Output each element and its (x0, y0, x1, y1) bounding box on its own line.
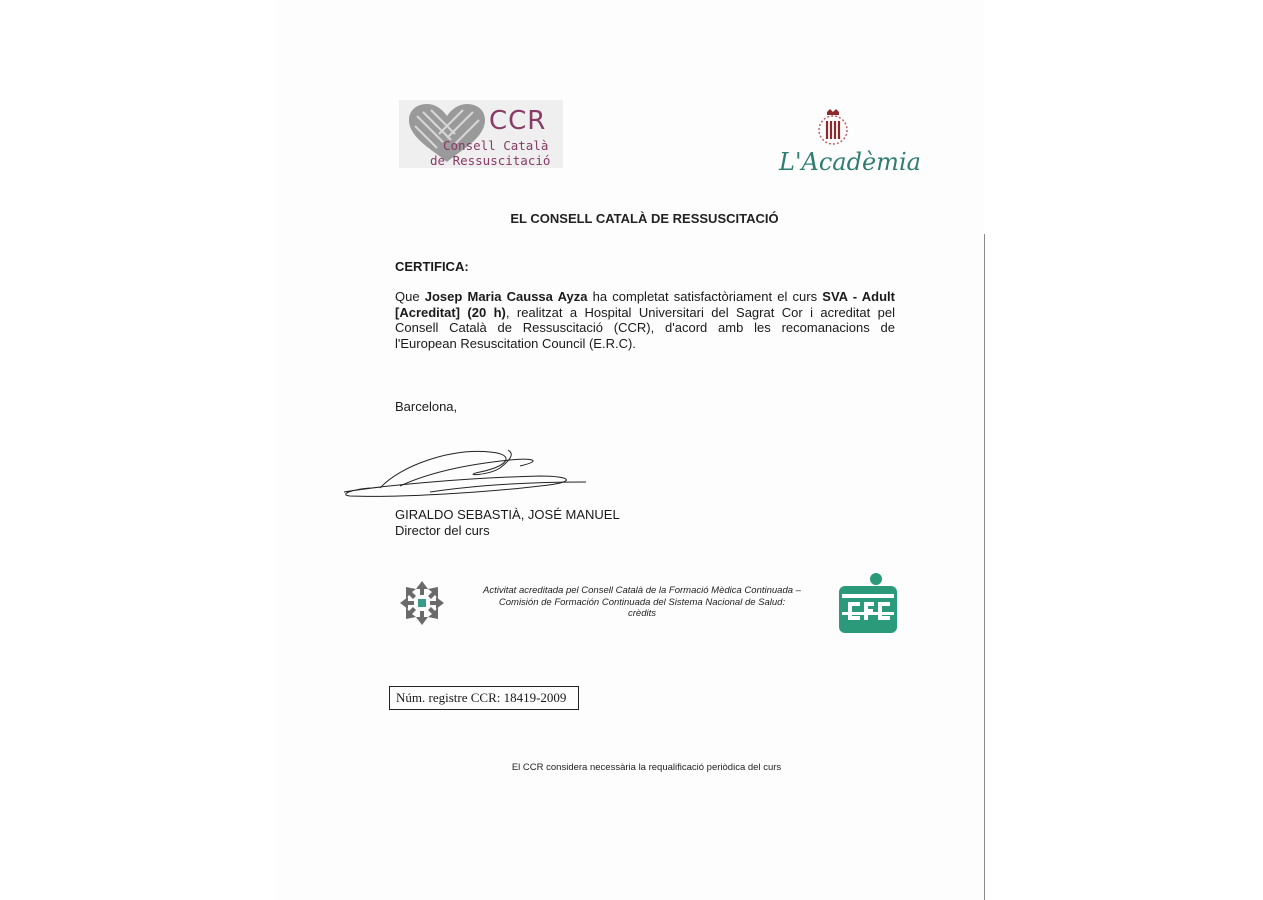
certificate-body (395, 289, 895, 351)
ccr-name-line2: de Ressuscitació (430, 153, 551, 168)
course-name: SVA - Adult [Acreditat] (20 h) (395, 289, 895, 320)
ccr-abbreviation: CCR (489, 106, 547, 136)
director-signature (340, 446, 590, 506)
certificate-title: EL CONSELL CATALÀ DE RESSUSCITACIÓ (510, 211, 779, 226)
accreditation-line2: Comisión de Formación Continuada del Sistema Nacional de Salud: (498, 596, 786, 608)
scan-edge-line (984, 234, 985, 900)
body-text-part2: ha completat satisfactòriament el curs (587, 289, 823, 304)
accreditation-note (466, 585, 818, 620)
certifica-heading: CERTIFICA: (395, 259, 469, 274)
accreditation-line1: Activitat acreditada pel Consell Català de la Formació Mèdica Continuada – (483, 585, 801, 596)
body-text-part3: , realitzat a Hospital Universitari del Sagrat Cor i acreditat pel Consell Català de Ressuscitació (CCR), d'acord amb les recomanacions de l'European Resuscitation Council (E.R.C). (395, 304, 895, 351)
academia-name: L'Acadèmia (779, 148, 921, 176)
city-line: Barcelona, (395, 399, 458, 414)
accreditation-line3: crèdits (628, 608, 656, 619)
ccfmc-arrows-logo-icon (398, 579, 446, 627)
ccr-name-line1: Consell Català (443, 138, 549, 153)
recipient-name: Josep Maria Caussa Ayza (424, 289, 588, 304)
registry-number-box: Núm. registre CCR: 18419-2009 (389, 686, 579, 710)
signer-name: GIRALDO SEBASTIÀ, JOSÉ MANUEL (395, 507, 620, 522)
signer-role: Director del curs (395, 523, 490, 538)
ccr-logo (399, 100, 563, 168)
body-text-part1: Que (395, 289, 425, 304)
requalification-note: El CCR considera necessària la requalificació periòdica del curs (511, 762, 782, 773)
academia-crest-icon (814, 108, 852, 148)
cfc-snsalud-logo-icon (838, 572, 898, 634)
